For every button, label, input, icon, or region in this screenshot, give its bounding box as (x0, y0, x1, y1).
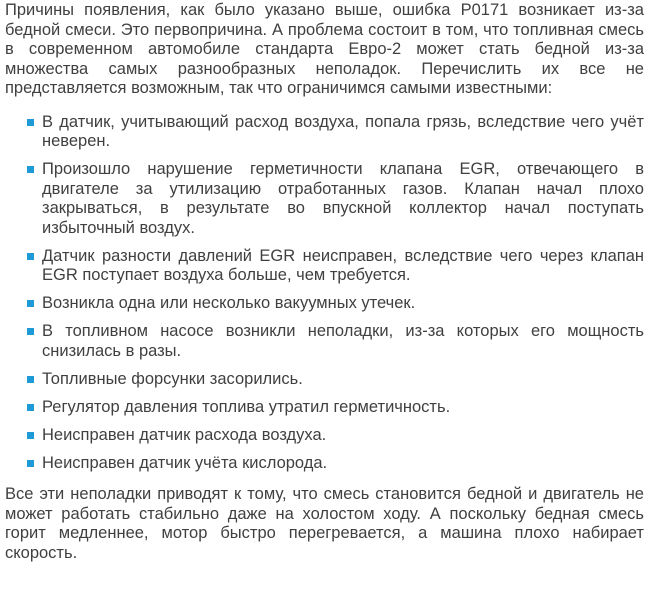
list-item (25, 370, 644, 390)
causes-list (5, 113, 644, 474)
list-item (25, 322, 644, 361)
square-bullet-icon (27, 432, 34, 439)
list-item-text: Датчик разности давлений EGR неисправен, вследствие чего через клапан EGR поступает воздуха больше, чем требуется. (42, 246, 644, 284)
list-item-text: Регулятор давления топлива утратил герметичность. (42, 397, 451, 416)
list-item-text: Неисправен датчик расхода воздуха. (42, 425, 327, 444)
list-item-text: В топливном насосе возникли неполадки, из-за которых его мощность снизилась в разы. (42, 322, 644, 360)
list-item-text: В датчик, учитывающий расход воздуха, попала грязь, вследствие чего учёт неверен. (42, 112, 644, 150)
square-bullet-icon (27, 328, 34, 335)
list-item-text: Возникла одна или несколько вакуумных утечек. (42, 294, 416, 312)
intro-paragraph: Причины появления, как было указано выше, ошибка P0171 возникает из-за бедной смеси. Это первопричина. А проблема состоит в том, что топливная смесь в современном автомобиле стандарта Евро-2 может стать бедной из-за множества самых разнообразных неполадок. Перечислить их все не представляется возможным, так что ограничимся самыми известными: (5, 1, 644, 97)
square-bullet-icon (27, 460, 34, 467)
list-item-text: Топливные форсунки засорились. (42, 369, 303, 388)
square-bullet-icon (27, 119, 34, 126)
conclusion-paragraph: Все эти неполадки приводят к тому, что смесь становится бедной и двигатель не может работать стабильно даже на холостом ходу. А поскольку бедная смесь горит медленнее, мотор быстро перегревается, а машина плохо набирает скорость. (5, 485, 644, 562)
square-bullet-icon (27, 404, 34, 411)
list-item (25, 454, 644, 474)
list-item (25, 160, 644, 238)
square-bullet-icon (27, 166, 34, 173)
list-item (25, 113, 644, 152)
list-item (25, 426, 644, 446)
square-bullet-icon (27, 253, 34, 260)
list-item (25, 398, 644, 418)
list-item-text: Неисправен датчик учёта кислорода. (42, 453, 328, 472)
list-item (25, 247, 644, 286)
square-bullet-icon (27, 300, 34, 307)
square-bullet-icon (27, 376, 34, 383)
list-item-text: Произошло нарушение герметичности клапана EGR, отвечающего в двигателе за утилизацию отработанных газов. Клапан начал плохо закрываться, в результате во впускной коллектор начал поступать избыточный воздух. (42, 160, 644, 237)
list-item (25, 294, 644, 314)
